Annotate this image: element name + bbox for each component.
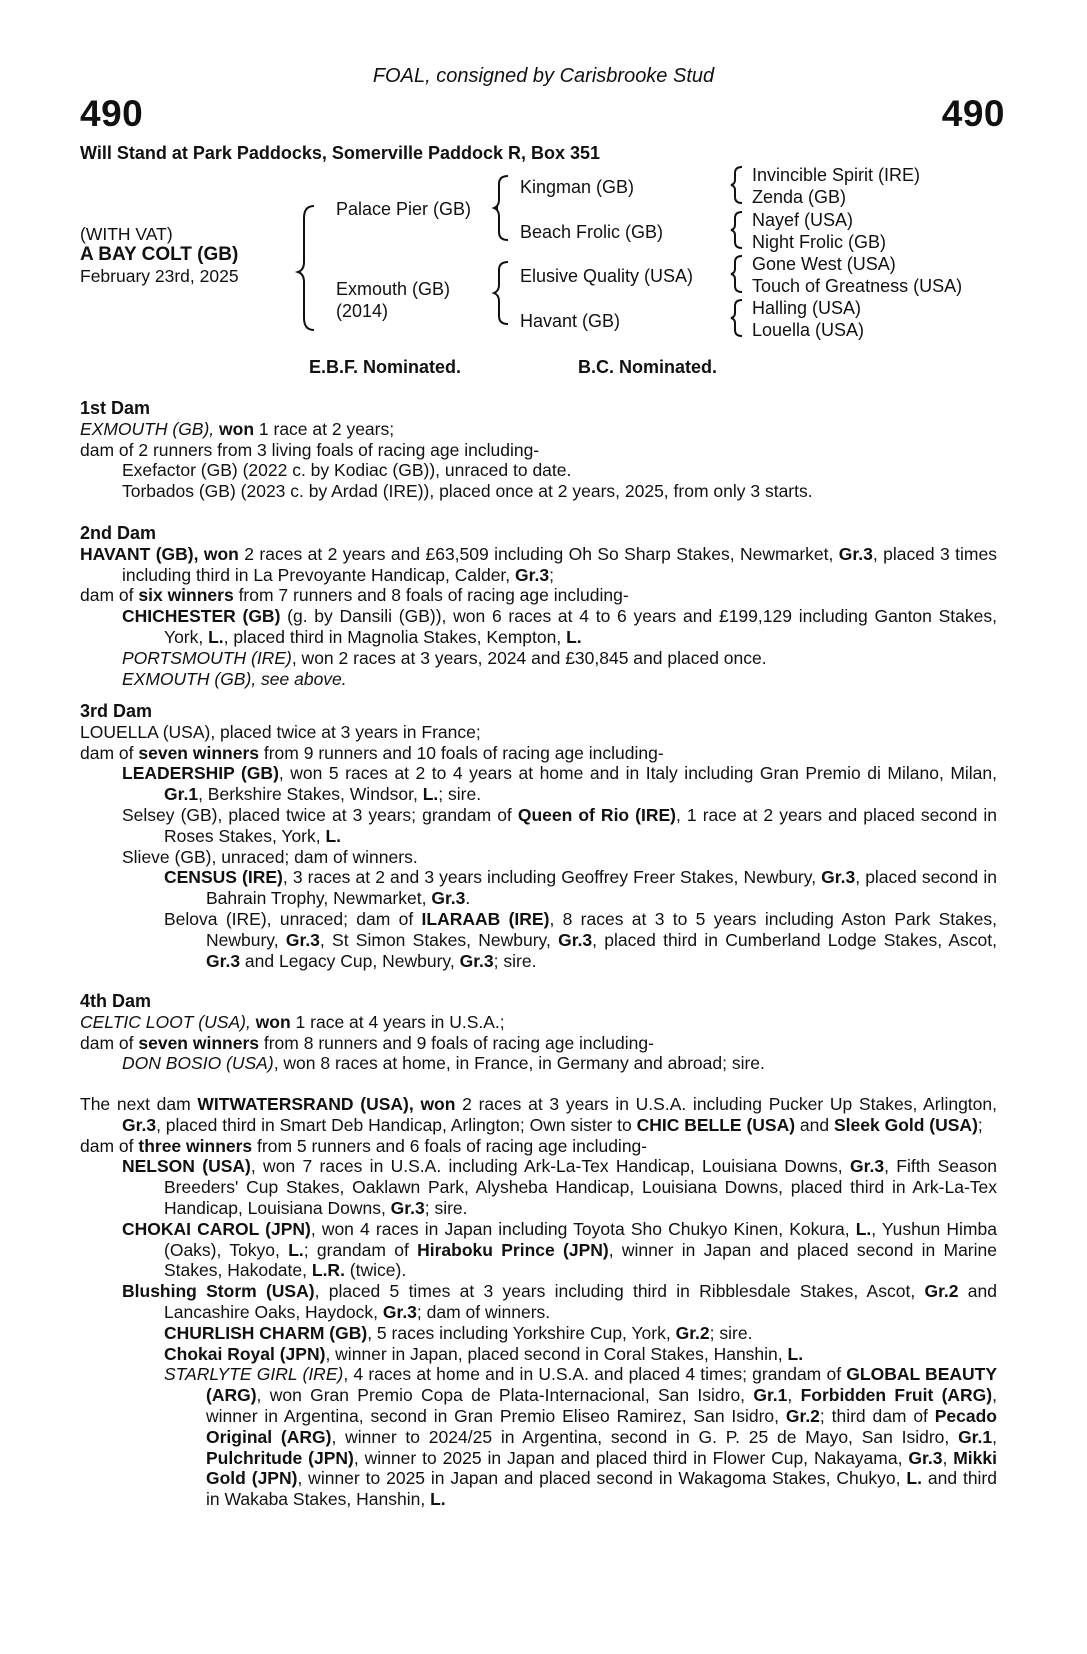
dam-line: The next dam WITWATERSRAND (USA), won 2 races at 3 years in U.S.A. including Pucker Up Stakes, Arlington, Gr.3, placed third in Smart Deb Handicap, Arlington; Own sister to CHIC BELLE (USA) and Sleek Gold (USA);: [80, 1094, 997, 1135]
first-dam-section: [80, 398, 997, 502]
produce-entry: Exefactor (GB) (2022 c. by Kodiac (GB)), unraced to date.: [122, 460, 572, 481]
lot-number-left: 490: [80, 93, 144, 134]
section-heading: 1st Dam: [80, 398, 151, 418]
produce-summary: dam of seven winners from 9 runners and 10 foals of racing age including-: [80, 742, 664, 763]
produce-summary: dam of seven winners from 8 runners and 9 foals of racing age including-: [80, 1032, 654, 1053]
produce-entry: Chokai Royal (JPN), winner in Japan, placed second in Coral Stakes, Hanshin, L.: [164, 1343, 804, 1364]
produce-entry: PORTSMOUTH (IRE), won 2 races at 3 years, 2024 and £30,845 and placed once.: [122, 647, 767, 668]
dam-line: EXMOUTH (GB), won 1 race at 2 years;: [80, 418, 395, 439]
standing-location: Will Stand at Park Paddocks, Somerville Paddock R, Box 351: [80, 143, 601, 163]
ssd: Zenda (GB): [752, 187, 847, 207]
dam-sire: Elusive Quality (USA): [520, 266, 694, 286]
produce-entry: EXMOUTH (GB), see above.: [122, 668, 347, 689]
produce-summary: dam of six winners from 7 runners and 8 foals of racing age including-: [80, 585, 629, 606]
sire-dam: Beach Frolic (GB): [520, 222, 664, 242]
produce-entry: Belova (IRE), unraced; dam of ILARAAB (IRE), 8 races at 3 to 5 years including Aston Park Stakes, Newbury, Gr.3, St Simon Stakes, Newbury, Gr.3, placed third in Cumberland Lodge Stakes, Ascot, Gr.3 and Legacy Cup, Newbury, Gr.3; sire.: [164, 908, 997, 971]
produce-entry: Torbados (GB) (2023 c. by Ardad (IRE)), placed once at 2 years, 2025, from only 3 starts.: [122, 481, 813, 502]
produce-entry: DON BOSIO (USA), won 8 races at home, in France, in Germany and abroad; sire.: [122, 1053, 765, 1074]
produce-entry: CHICHESTER (GB) (g. by Dansili (GB)), won 6 races at 4 to 6 years and £199,129 including Ganton Stakes, York, L., placed third in Magnolia Stakes, Kempton, L.: [122, 606, 997, 647]
dam-dam: Havant (GB): [520, 311, 621, 331]
dam-line: LOUELLA (USA), placed twice at 3 years in France;: [80, 721, 481, 742]
sss: Invincible Spirit (IRE): [752, 165, 921, 185]
dam-line: HAVANT (GB), won 2 races at 2 years and £63,509 including Oh So Sharp Stakes, Newmarket, Gr.3, placed 3 times including third in La Prevoyante Handicap, Calder, Gr.3;: [80, 543, 997, 585]
produce-entry: STARLYTE GIRL (IRE), 4 races at home and in U.S.A. and placed 4 times; grandam of GLOBAL BEAUTY (ARG), won Gran Premio Copa de Plata-Internacional, San Isidro, Gr.1, Forbidden Fruit (ARG), winner in Argentina, second in Gran Premio Eliseo Ramirez, San Isidro, Gr.2; third dam of Pecado Original (ARG), winner to 2024/25 in Argentina, second in G. P. 25 de Mayo, San Isidro, Gr.1, Pulchritude (JPN), winner to 2025 in Japan and placed third in Flower Cup, Nakayama, Gr.3, Mikki Gold (JPN), winner to 2025 in Japan and placed second in Wakagoma Stakes, Chukyo, L. and third in Wakaba Stakes, Hanshin, L.: [164, 1364, 998, 1510]
dds: Halling (USA): [752, 298, 862, 318]
dss: Gone West (USA): [752, 254, 896, 274]
section-heading: 4th Dam: [80, 991, 152, 1011]
sdd: Night Frolic (GB): [752, 232, 887, 252]
horse-name: A BAY COLT (GB): [80, 244, 239, 265]
produce-entry: Blushing Storm (USA), placed 5 times at 3 years including third in Ribblesdale Stakes, Ascot, Gr.2 and Lancashire Oaks, Haydock, Gr.3; dam of winners.: [122, 1281, 998, 1322]
sds: Nayef (USA): [752, 210, 854, 230]
produce-entry: Selsey (GB), placed twice at 3 years; grandam of Queen of Rio (IRE), 1 race at 2 years and placed second in Roses Stakes, York, L.: [122, 804, 998, 846]
next-dam-section: [80, 1094, 997, 1510]
produce-summary: dam of three winners from 5 runners and 6 foals of racing age including-: [80, 1135, 648, 1156]
consignor-line: FOAL, consigned by Carisbrooke Stud: [372, 65, 715, 87]
lot-number-right: 490: [941, 93, 1005, 134]
sire-sire: Kingman (GB): [520, 177, 635, 197]
produce-entry: CHOKAI CAROL (JPN), won 4 races in Japan including Toyota Sho Chukyo Kinen, Kokura, L., Yushun Himba (Oaks), Tokyo, L.; grandam of Hiraboku Prince (JPN), winner in Japan and placed second in Marine Stakes, Hakodate, L.R. (twice).: [122, 1218, 997, 1281]
vat-note: (WITH VAT): [80, 224, 173, 244]
dam-line: CELTIC LOOT (USA), won 1 race at 4 years in U.S.A.;: [80, 1011, 505, 1032]
dam: Exmouth (GB): [336, 279, 451, 299]
bc-nominated: B.C. Nominated.: [578, 357, 718, 377]
produce-entry: Slieve (GB), unraced; dam of winners.: [122, 846, 418, 867]
second-dam-section: [80, 523, 997, 689]
sire: Palace Pier (GB): [336, 199, 472, 219]
produce-entry: LEADERSHIP (GB), won 5 races at 2 to 4 years at home and in Italy including Gran Premio di Milano, Milan, Gr.1, Berkshire Stakes, Windsor, L.; sire.: [122, 763, 998, 805]
produce-entry: CENSUS (IRE), 3 races at 2 and 3 years including Geoffrey Freer Stakes, Newbury, Gr.3, placed second in Bahrain Trophy, Newmarket, Gr.3.: [164, 867, 997, 909]
fourth-dam-section: [80, 991, 997, 1074]
section-heading: 3rd Dam: [80, 701, 153, 721]
ddd: Louella (USA): [752, 320, 865, 340]
produce-entry: CHURLISH CHARM (GB), 5 races including Yorkshire Cup, York, Gr.2; sire.: [164, 1322, 753, 1343]
third-dam-section: [80, 701, 997, 971]
section-heading: 2nd Dam: [80, 523, 157, 543]
dsd: Touch of Greatness (USA): [752, 276, 963, 296]
produce-summary: dam of 2 runners from 3 living foals of racing age including-: [80, 439, 540, 460]
produce-entry: NELSON (USA), won 7 races in U.S.A. including Ark-La-Tex Handicap, Louisiana Downs, Gr.3, Fifth Season Breeders' Cup Stakes, Oaklawn Park, Alysheba Handicap, Louisiana Downs, placed third in Ark-La-Tex Handicap, Louisiana Downs, Gr.3; sire.: [122, 1156, 997, 1218]
ebf-nominated: E.B.F. Nominated.: [309, 357, 462, 377]
foaling-date: February 23rd, 2025: [80, 266, 239, 286]
dam-year: (2014): [336, 301, 389, 321]
